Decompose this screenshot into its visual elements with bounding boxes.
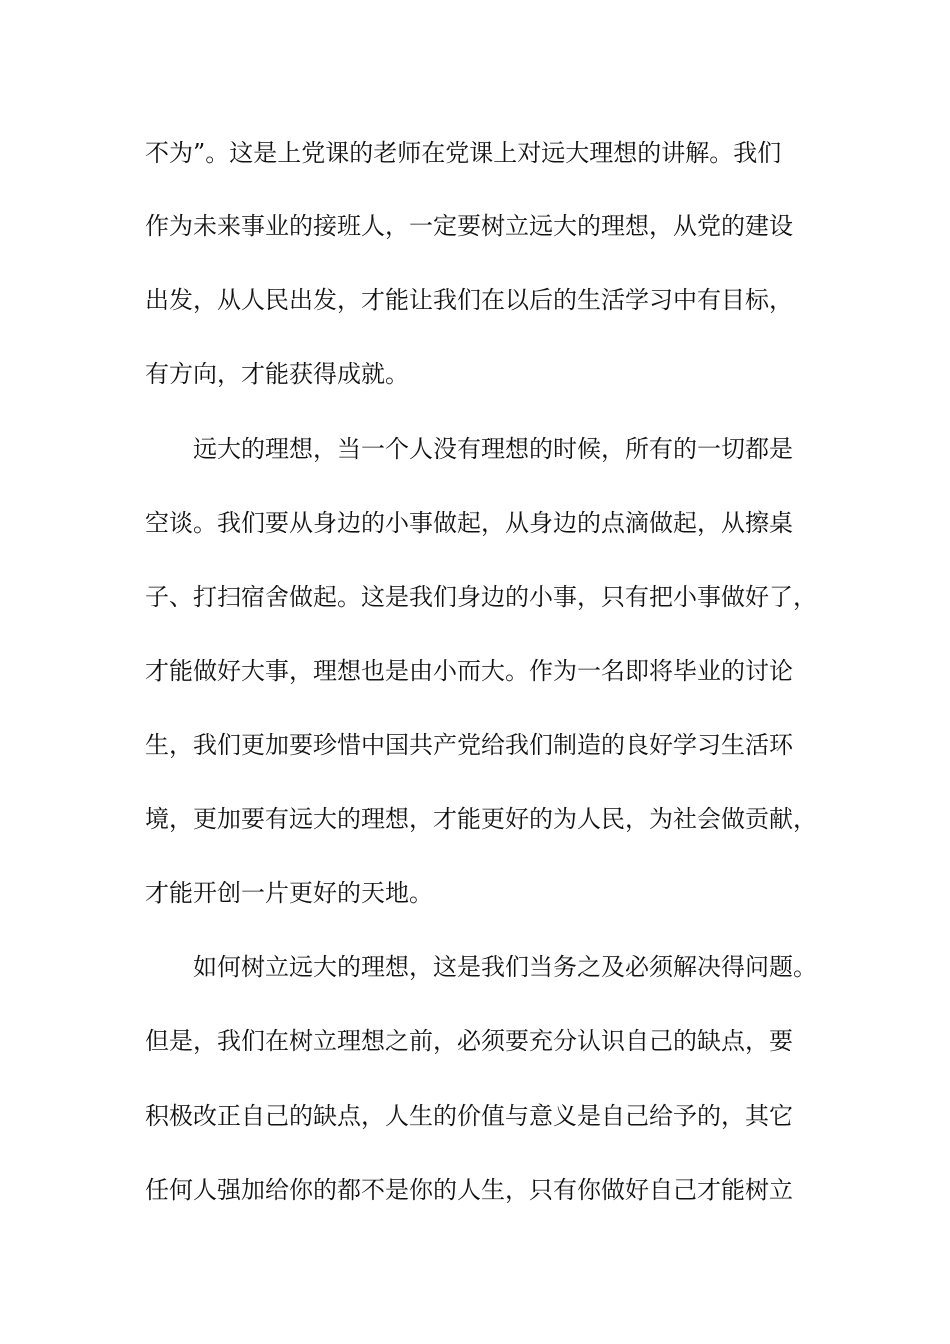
text-line: 出发，从人民出发，才能让我们在以后的生活学习中有目标， <box>145 286 793 314</box>
text-line: 才能做好大事，理想也是由小而大。作为一名即将毕业的讨论 <box>145 657 793 685</box>
text-line: 任何人强加给你的都不是你的人生，只有你做好自己才能树立 <box>145 1176 793 1204</box>
text-line: 作为未来事业的接班人，一定要树立远大的理想，从党的建设 <box>145 212 793 240</box>
text-line: 子、打扫宿舍做起。这是我们身边的小事，只有把小事做好了， <box>145 583 817 611</box>
text-line: 不为”。这是上党课的老师在党课上对远大理想的讲解。我们 <box>145 139 782 167</box>
text-line: 境，更加要有远大的理想，才能更好的为人民，为社会做贡献， <box>145 805 817 833</box>
text-line: 生，我们更加要珍惜中国共产党给我们制造的良好学习生活环 <box>145 731 793 759</box>
text-line: 有方向，才能获得成就。 <box>145 360 409 388</box>
paragraph-first-line: 远大的理想，当一个人没有理想的时候，所有的一切都是 <box>193 435 793 463</box>
text-line: 但是，我们在树立理想之前，必须要充分认识自己的缺点，要 <box>145 1027 793 1055</box>
text-line: 才能开创一片更好的天地。 <box>145 879 433 907</box>
text-line: 积极改正自己的缺点，人生的价值与意义是自己给予的，其它 <box>145 1102 793 1130</box>
paragraph-first-line: 如何树立远大的理想，这是我们当务之及必须解决得问题。 <box>193 953 817 981</box>
text-line: 空谈。我们要从身边的小事做起，从身边的点滴做起，从擦桌 <box>145 509 793 537</box>
